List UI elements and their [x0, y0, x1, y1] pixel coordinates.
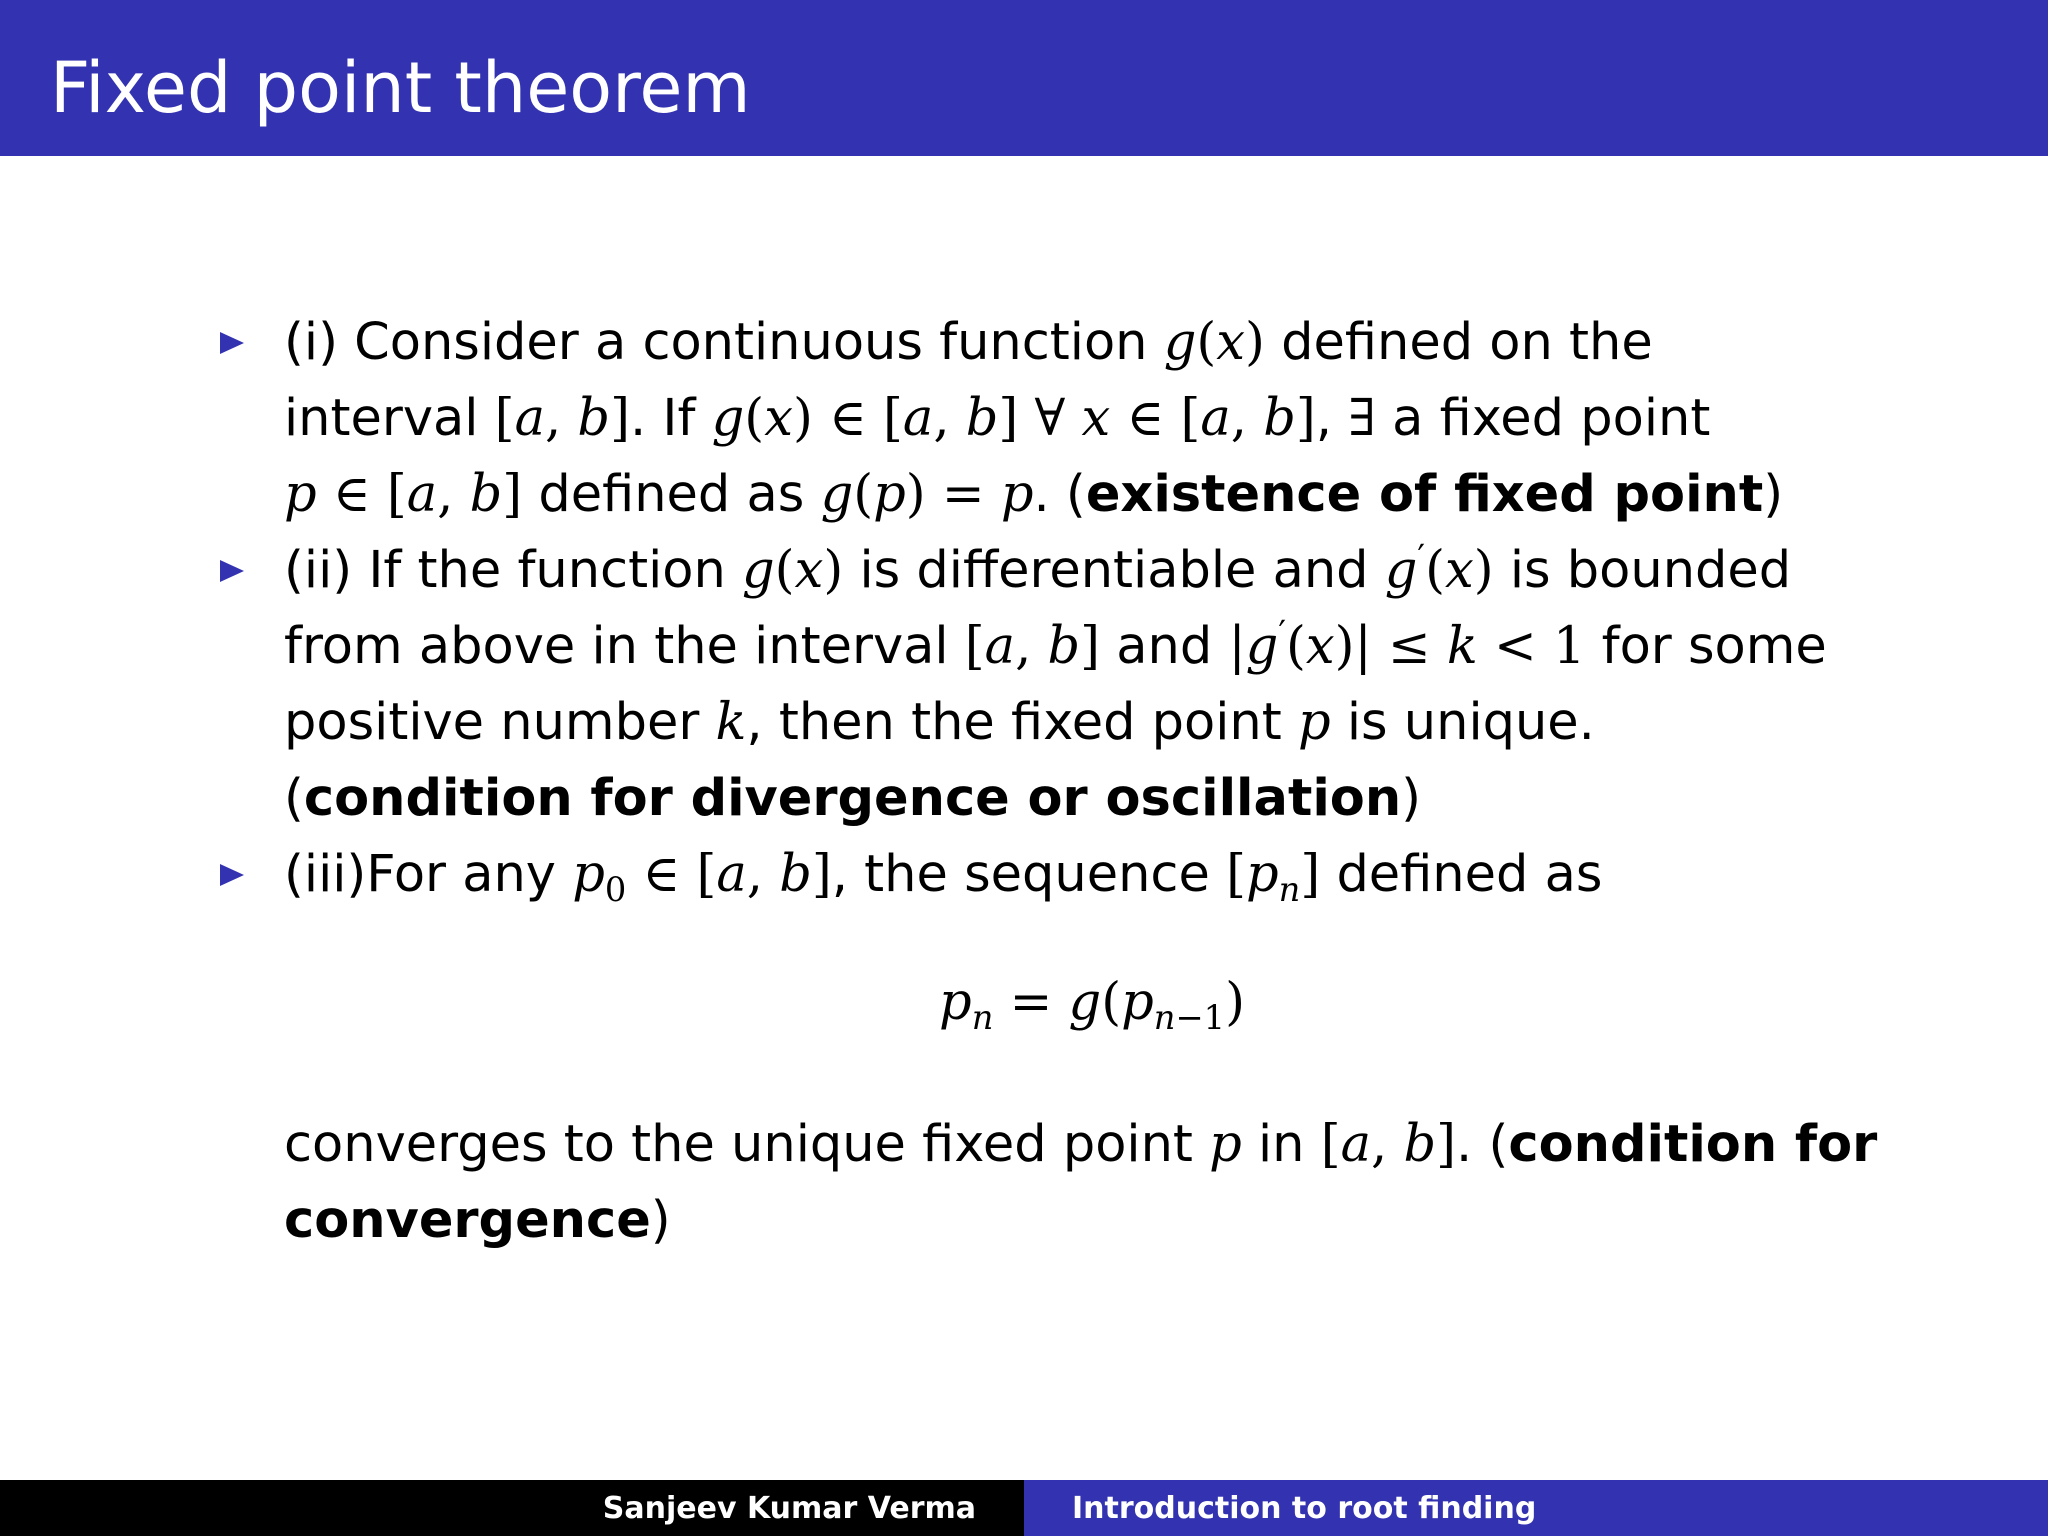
item2-line2: from above in the interval [a, b] and |g′(x)| ≤ k < 1 for some	[284, 613, 1827, 676]
bullet-item-convergence	[220, 837, 1900, 1259]
bullet-item-existence	[220, 305, 1900, 533]
item3-line3: convergence)	[284, 1191, 671, 1250]
slide-title: Fixed point theorem	[50, 47, 751, 129]
triangle-bullet-icon	[220, 864, 244, 886]
item3-line2: converges to the unique fixed point p in [a, b]. (condition for	[284, 1115, 1878, 1174]
footer-talk-title: Introduction to root finding	[1024, 1480, 2048, 1536]
footer-bar	[0, 1480, 2048, 1536]
iteration-equation: $p_n = g(p_{n-1})$	[939, 973, 1245, 1038]
existence-label: existence of fixed point	[1085, 465, 1764, 524]
divergence-label: condition for divergence or oscillation	[303, 769, 1402, 828]
title-bar	[0, 0, 2048, 156]
bullet-item-uniqueness	[220, 533, 1900, 837]
triangle-bullet-icon	[220, 560, 244, 582]
triangle-bullet-icon	[220, 332, 244, 354]
item2-line4: (condition for divergence or oscillation)	[284, 769, 1422, 828]
item1-line1: (i) Consider a continuous function g(x) defined on the	[284, 313, 1653, 372]
convergence-label-part1: condition for	[1508, 1115, 1878, 1174]
convergence-label-part2: convergence	[284, 1191, 651, 1250]
item1-line3: p ∈ [a, b] defined as g(p) = p. (existence of fixed point)	[284, 465, 1784, 524]
item3-line1: (iii)For any $p_0$ ∈ [a, b], the sequence $[p_n]$ defined as	[284, 845, 1603, 910]
item1-line2: interval [a, b]. If g(x) ∈ [a, b] ∀ x ∈ [a, b], ∃ a fixed point	[284, 389, 1711, 448]
slide-content	[220, 305, 1900, 1259]
item2-line1: (ii) If the function g(x) is differentiable and g′(x) is bounded	[284, 537, 1792, 600]
item2-line3: positive number k, then the fixed point p is unique.	[284, 693, 1595, 752]
footer-author: Sanjeev Kumar Verma	[0, 1480, 1024, 1536]
